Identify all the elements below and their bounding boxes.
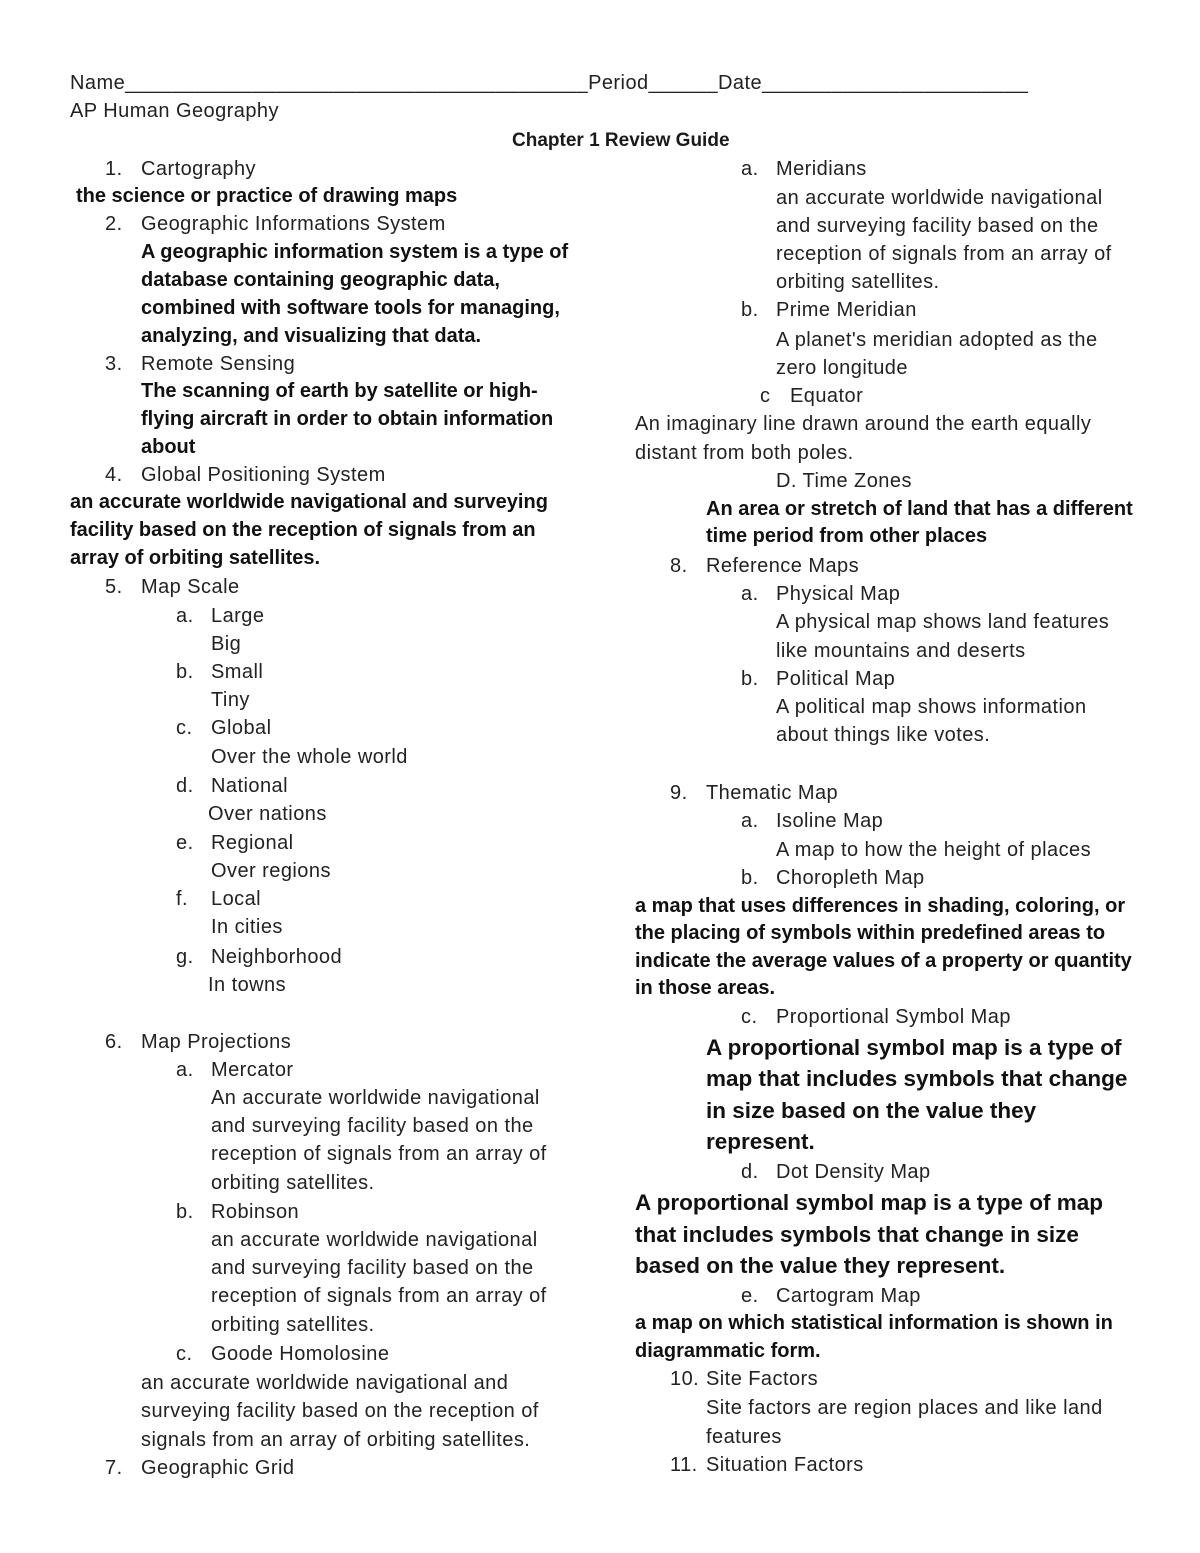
term-robinson: Robinson — [211, 1201, 300, 1223]
def-mercator-line: An accurate worldwide navigational — [211, 1087, 540, 1109]
def-proportional-line: in size based on the value they — [706, 1098, 1037, 1123]
term-national: National — [211, 775, 288, 797]
item-number: 3. — [105, 353, 123, 375]
term-isoline-map: Isoline Map — [776, 810, 884, 832]
term-prime-meridian: Prime Meridian — [776, 299, 917, 321]
def-regional: Over regions — [211, 860, 331, 882]
term-goode-homolosine: Goode Homolosine — [211, 1343, 390, 1365]
def-remote-sensing-line: about — [141, 436, 196, 458]
def-site-factors-line: features — [706, 1426, 782, 1448]
term-dot-density-map: Dot Density Map — [776, 1161, 931, 1183]
name-period-date-line: Name________________________________________Period______Date_______________________ — [70, 72, 1029, 94]
sub-letter: b. — [741, 299, 759, 321]
sub-letter: e. — [741, 1285, 759, 1307]
term-regional: Regional — [211, 832, 294, 854]
sub-letter: d. — [741, 1161, 759, 1183]
def-gis-line: A geographic information system is a type of — [141, 241, 569, 263]
def-meridians-line: and surveying facility based on the — [776, 215, 1099, 237]
term-thematic-map: Thematic Map — [706, 782, 839, 804]
def-political-map-line: about things like votes. — [776, 724, 991, 746]
term-mercator: Mercator — [211, 1059, 294, 1081]
def-robinson-line: an accurate worldwide navigational — [211, 1229, 538, 1251]
item-number: 7. — [105, 1457, 123, 1479]
def-cartogram-line: a map on which statistical information is shown in — [635, 1312, 1113, 1334]
sub-letter: c. — [176, 1343, 193, 1365]
item-number: 5. — [105, 576, 123, 598]
def-robinson-line: reception of signals from an array of — [211, 1285, 547, 1307]
def-time-zones-line: time period from other places — [706, 525, 988, 547]
sub-letter: a. — [741, 158, 759, 180]
def-site-factors-line: Site factors are region places and like land — [706, 1397, 1103, 1419]
term-map-projections: Map Projections — [141, 1031, 292, 1053]
term-choropleth-map: Choropleth Map — [776, 867, 925, 889]
def-dot-density-line: A proportional symbol map is a type of map — [635, 1190, 1103, 1215]
sub-letter: a. — [176, 605, 194, 627]
def-robinson-line: orbiting satellites. — [211, 1314, 375, 1336]
def-neighborhood: In towns — [208, 974, 287, 996]
sub-letter: d. — [176, 775, 194, 797]
item-number: 6. — [105, 1031, 123, 1053]
sub-letter: c. — [176, 717, 193, 739]
term-large: Large — [211, 605, 265, 627]
term-situation-factors: Situation Factors — [706, 1454, 864, 1476]
sub-letter: f. — [176, 888, 189, 910]
item-number: 2. — [105, 213, 123, 235]
def-isoline-map: A map to how the height of places — [776, 839, 1092, 861]
term-cartogram-map: Cartogram Map — [776, 1285, 921, 1307]
def-meridians-line: an accurate worldwide navigational — [776, 187, 1103, 209]
def-meridians-line: reception of signals from an array of — [776, 243, 1112, 265]
def-robinson-line: and surveying facility based on the — [211, 1257, 534, 1279]
term-time-zones: D. Time Zones — [776, 470, 912, 492]
def-equator-line: An imaginary line drawn around the earth equally — [635, 413, 1092, 435]
def-remote-sensing-line: flying aircraft in order to obtain information — [141, 408, 554, 430]
def-mercator-line: and surveying facility based on the — [211, 1115, 534, 1137]
def-physical-map-line: like mountains and deserts — [776, 640, 1026, 662]
sub-letter: b. — [176, 1201, 194, 1223]
term-political-map: Political Map — [776, 668, 896, 690]
term-small: Small — [211, 661, 264, 683]
def-dot-density-line: based on the value they represent. — [635, 1253, 1006, 1278]
sub-letter: c. — [741, 1006, 758, 1028]
def-political-map-line: A political map shows information — [776, 696, 1087, 718]
item-number: 11. — [670, 1454, 698, 1476]
term-gis: Geographic Informations System — [141, 213, 446, 235]
term-site-factors: Site Factors — [706, 1368, 819, 1390]
course-name: AP Human Geography — [70, 100, 279, 122]
term-geographic-grid: Geographic Grid — [141, 1457, 295, 1479]
def-gps-line: facility based on the reception of signals from an — [70, 519, 536, 541]
def-gis-line: combined with software tools for managing, — [141, 297, 560, 319]
def-prime-meridian-line: A planet's meridian adopted as the — [776, 329, 1098, 351]
def-proportional-line: A proportional symbol map is a type of — [706, 1035, 1122, 1060]
def-remote-sensing-line: The scanning of earth by satellite or high- — [141, 380, 538, 402]
def-time-zones-line: An area or stretch of land that has a different — [706, 498, 1133, 520]
term-neighborhood: Neighborhood — [211, 946, 343, 968]
def-meridians-line: orbiting satellites. — [776, 271, 940, 293]
def-gps-line: array of orbiting satellites. — [70, 547, 321, 569]
def-cartography: the science or practice of drawing maps — [76, 185, 458, 207]
def-choropleth-line: the placing of symbols within predefined areas to — [635, 922, 1106, 944]
def-choropleth-line: in those areas. — [635, 977, 776, 999]
def-proportional-line: map that includes symbols that change — [706, 1066, 1128, 1091]
sub-letter: b. — [741, 668, 759, 690]
def-dot-density-line: that includes symbols that change in size — [635, 1222, 1079, 1247]
term-cartography: Cartography — [141, 158, 257, 180]
item-number: 8. — [670, 555, 688, 577]
term-proportional-symbol-map: Proportional Symbol Map — [776, 1006, 1011, 1028]
def-physical-map-line: A physical map shows land features — [776, 611, 1110, 633]
def-proportional-line: represent. — [706, 1129, 815, 1154]
sub-letter: a. — [741, 810, 759, 832]
term-gps: Global Positioning System — [141, 464, 386, 486]
term-map-scale: Map Scale — [141, 576, 240, 598]
def-local: In cities — [211, 916, 283, 938]
def-gis-line: analyzing, and visualizing that data. — [141, 325, 482, 347]
sub-letter: e. — [176, 832, 194, 854]
def-national: Over nations — [208, 803, 327, 825]
sub-letter: a. — [741, 583, 759, 605]
term-physical-map: Physical Map — [776, 583, 901, 605]
term-global: Global — [211, 717, 272, 739]
term-local: Local — [211, 888, 262, 910]
item-number: 9. — [670, 782, 688, 804]
sub-letter: c — [760, 385, 771, 407]
def-small: Tiny — [211, 689, 250, 711]
term-equator: Equator — [790, 385, 864, 407]
item-number: 1. — [105, 158, 123, 180]
def-prime-meridian-line: zero longitude — [776, 357, 908, 379]
sub-letter: b. — [741, 867, 759, 889]
def-goode-line: an accurate worldwide navigational and — [141, 1372, 509, 1394]
def-cartogram-line: diagrammatic form. — [635, 1340, 821, 1362]
item-number: 10. — [670, 1368, 700, 1390]
item-number: 4. — [105, 464, 123, 486]
def-goode-line: signals from an array of orbiting satellites. — [141, 1429, 531, 1451]
def-gps-line: an accurate worldwide navigational and surveying — [70, 491, 548, 513]
def-large: Big — [211, 633, 242, 655]
def-equator-line: distant from both poles. — [635, 442, 854, 464]
sub-letter: g. — [176, 946, 194, 968]
def-global: Over the whole world — [211, 746, 408, 768]
page-title: Chapter 1 Review Guide — [512, 130, 730, 151]
def-choropleth-line: a map that uses differences in shading, coloring, or — [635, 895, 1126, 917]
term-reference-maps: Reference Maps — [706, 555, 860, 577]
term-remote-sensing: Remote Sensing — [141, 353, 296, 375]
def-gis-line: database containing geographic data, — [141, 269, 500, 291]
sub-letter: b. — [176, 661, 194, 683]
sub-letter: a. — [176, 1059, 194, 1081]
def-mercator-line: orbiting satellites. — [211, 1172, 375, 1194]
def-mercator-line: reception of signals from an array of — [211, 1143, 547, 1165]
def-choropleth-line: indicate the average values of a property or quantity — [635, 950, 1132, 972]
def-goode-line: surveying facility based on the reception of — [141, 1400, 539, 1422]
term-meridians: Meridians — [776, 158, 867, 180]
